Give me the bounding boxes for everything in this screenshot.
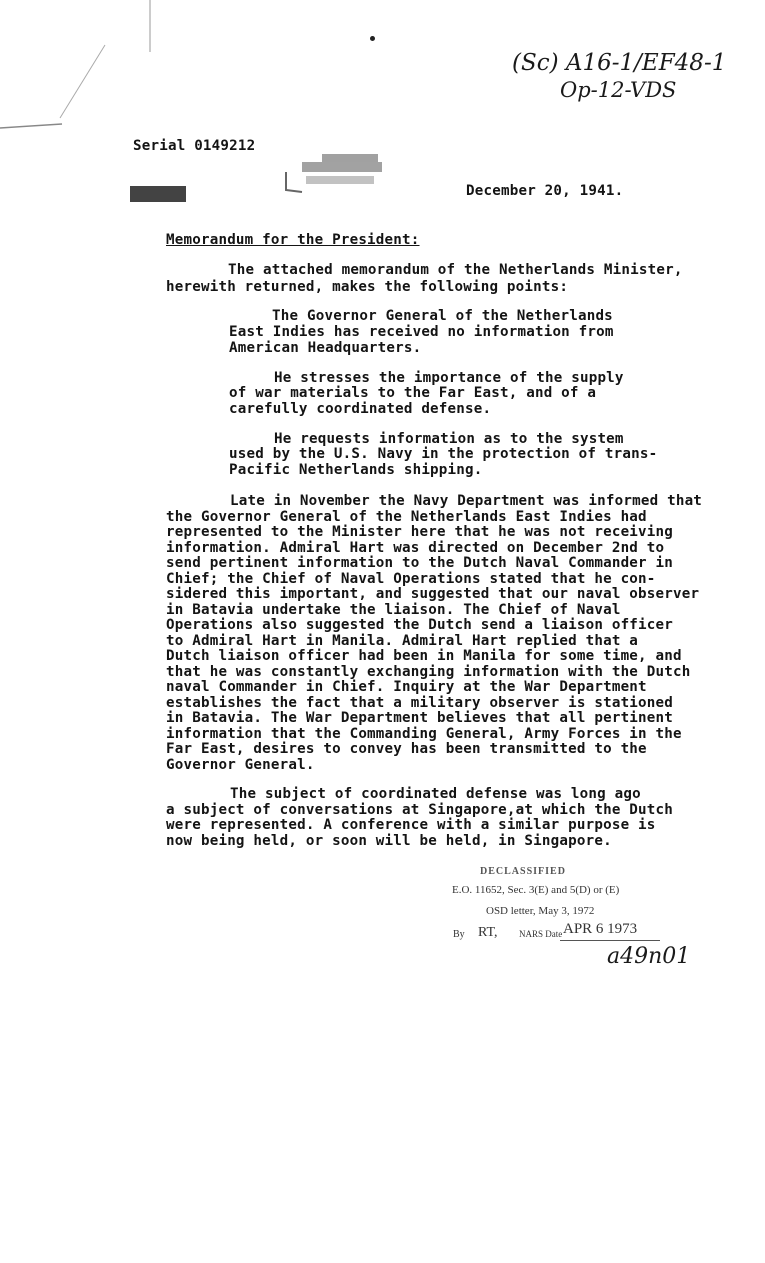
redaction-block	[130, 186, 186, 202]
body1-line-16: information that the Commanding General, Army Forces in the	[166, 726, 682, 742]
point-3-line-2: used by the U.S. Navy in the protection of trans-	[229, 446, 658, 462]
body1-line-18: Governor General.	[166, 757, 315, 773]
point-3-line-1: He requests information as to the system	[274, 431, 624, 447]
declassification-nars-label: NARS Date	[519, 929, 563, 939]
body1-line-5: send pertinent information to the Dutch Naval Commander in	[166, 555, 674, 571]
point-2-line-1: He stresses the importance of the supply	[274, 370, 624, 386]
declassification-by-label: By	[453, 929, 465, 940]
point-1-line-2: East Indies has received no information from	[229, 324, 614, 340]
body1-line-2: the Governor General of the Netherlands East Indies had	[166, 509, 647, 525]
point-2-line-3: carefully coordinated defense.	[229, 401, 492, 417]
declassification-by-initials: RT,	[478, 925, 498, 940]
body1-line-12: that he was constantly exchanging information with the Dutch	[166, 664, 691, 680]
intro-line-1: The attached memorandum of the Netherlands Minister,	[228, 262, 683, 278]
body1-line-15: in Batavia. The War Department believes that all pertinent	[166, 710, 674, 726]
scan-dot	[370, 36, 375, 41]
body2-line-2: a subject of conversations at Singapore,at which the Dutch	[166, 802, 674, 818]
point-2-line-2: of war materials to the Far East, and of a	[229, 385, 597, 401]
point-1-line-3: American Headquarters.	[229, 340, 422, 356]
date-underline	[560, 940, 660, 941]
point-1-line-1: The Governor General of the Netherlands	[272, 308, 613, 324]
body1-line-11: Dutch liaison officer had been in Manila for some time, and	[166, 648, 682, 664]
handwritten-office-code: Op-12-VDS	[560, 78, 677, 102]
declassification-nars-date: APR 6 1973	[563, 921, 638, 937]
handwritten-file-reference: (Sc) A16-1/EF48-1	[512, 50, 727, 76]
body1-line-10: to Admiral Hart in Manila. Admiral Hart replied that a	[166, 633, 639, 649]
memo-salutation: Memorandum for the President:	[166, 232, 420, 248]
memo-date: December 20, 1941.	[466, 183, 624, 199]
intro-line-2: herewith returned, makes the following points:	[166, 279, 569, 295]
declassification-title: DECLASSIFIED	[480, 866, 566, 877]
body1-line-13: naval Commander in Chief. Inquiry at the War Department	[166, 679, 647, 695]
body1-line-3: represented to the Minister here that he was not receiving	[166, 524, 674, 540]
body2-line-3: were represented. A conference with a similar purpose is	[166, 817, 656, 833]
body1-line-1: Late in November the Navy Department was informed that	[230, 493, 703, 509]
handwritten-archive-number: a49n01	[607, 944, 691, 969]
body2-line-1: The subject of coordinated defense was long ago	[230, 786, 641, 802]
scan-artifact-lines	[0, 0, 160, 140]
body1-line-9: Operations also suggested the Dutch send a liaison officer	[166, 617, 674, 633]
serial-number: Serial 0149212	[133, 138, 256, 154]
body1-line-7: sidered this important, and suggested that our naval observer	[166, 586, 700, 602]
declassification-letter: OSD letter, May 3, 1972	[486, 905, 595, 917]
body2-line-4: now being held, or soon will be held, in Singapore.	[166, 833, 612, 849]
body1-line-14: establishes the fact that a military observer is stationed	[166, 695, 674, 711]
declassification-authority: E.O. 11652, Sec. 3(E) and 5(D) or (E)	[452, 884, 620, 896]
smudge-mark	[282, 150, 392, 195]
body1-line-4: information. Admiral Hart was directed on December 2nd to	[166, 540, 665, 556]
body1-line-8: in Batavia undertake the liaison. The Chief of Naval	[166, 602, 621, 618]
point-3-line-3: Pacific Netherlands shipping.	[229, 462, 483, 478]
body1-line-17: Far East, desires to convey has been transmitted to the	[166, 741, 647, 757]
body1-line-6: Chief; the Chief of Naval Operations stated that he con-	[166, 571, 656, 587]
